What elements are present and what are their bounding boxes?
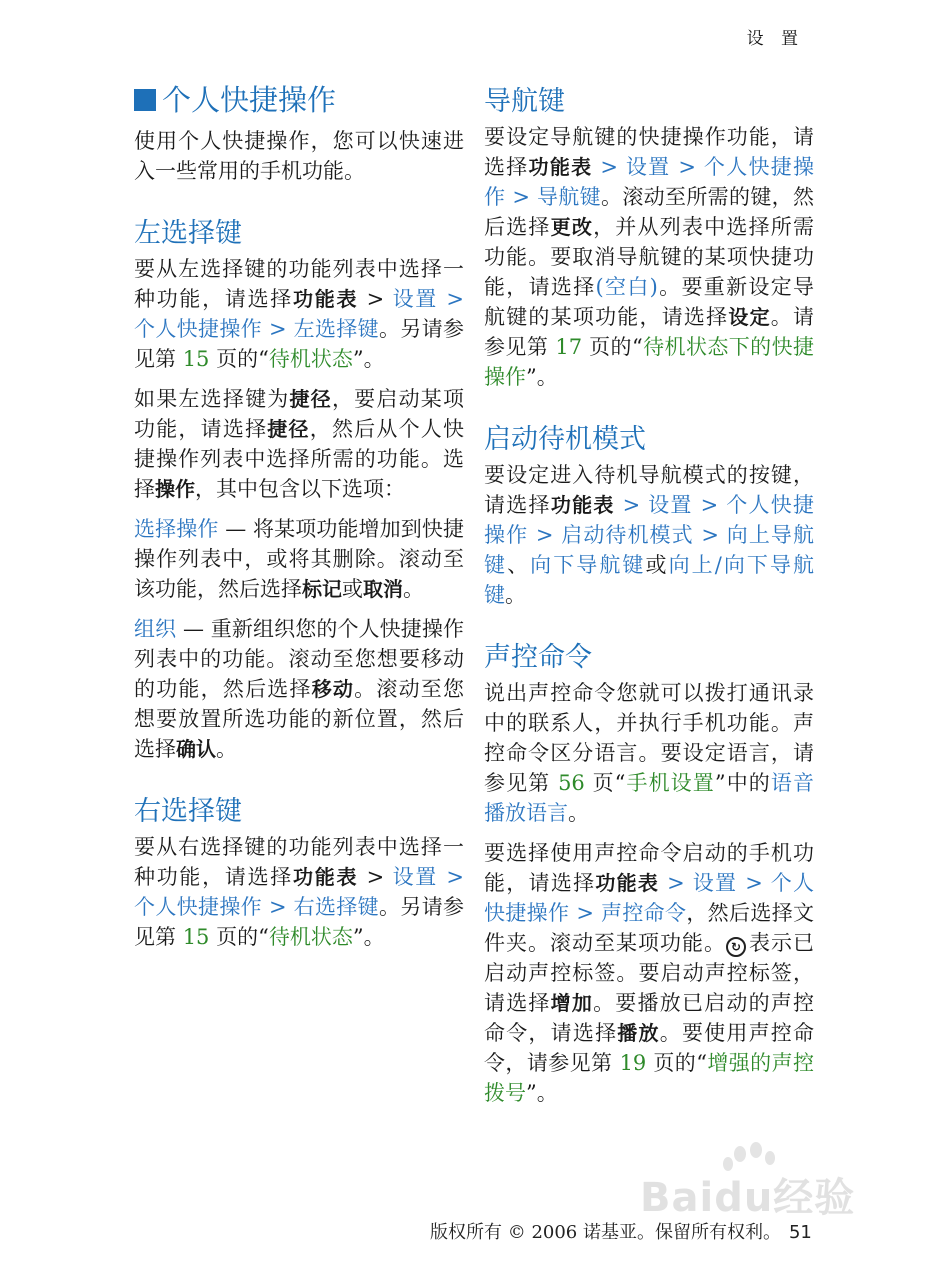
- voice-functions-paragraph: 要选择使用声控命令启动的手机功能，请选择功能表 > 设置 > 个人快捷操作 > 声控命令，然后选择文件夹。滚动至某项功能。 ↻ 表示已启动声控标签。要启动声控标签，请选择增加。要播放已启动的声控命令，请选择播放。要使用声控命令，请参见第 19 页的“增强的声控拨号”。: [484, 841, 815, 1105]
- navigation-key-paragraph: 要设定导航键的快捷操作功能，请选择功能表 > 设置 > 个人快捷操作 > 导航键。滚动至所需的键，然后选择更改，并从列表中选择所需功能。要取消导航键的某项快捷功能，请选择(空白)。要重新设定导航键的某项功能，请选择设定。请参见第 17 页的“待机状态下的快捷操作”。: [484, 125, 815, 389]
- copyright-text: 版权所有 © 2006 诺基亚。保留所有权利。: [430, 1222, 781, 1243]
- page-number: 51: [788, 1222, 812, 1243]
- left-column: [134, 80, 464, 962]
- subsection-title-right-selection-key: 右选择键: [134, 796, 242, 827]
- cross-ref-link[interactable]: 待机状态: [268, 925, 353, 949]
- cross-ref-link[interactable]: 手机设置: [625, 771, 715, 795]
- section-title-personal-shortcuts: [134, 80, 464, 120]
- standby-paragraph: 要设定进入待机导航模式的按键，请选择功能表 > 设置 > 个人快捷操作 > 启动待机模式 > 向上导航键、向下导航键或向上/向下导航键。: [484, 463, 815, 607]
- left-key-paragraph: 要从左选择键的功能列表中选择一种功能，请选择功能表 > 设置 > 个人快捷操作 > 左选择键。另请参见第 15 页的“待机状态”。: [134, 257, 465, 371]
- running-header: 设 置: [746, 29, 804, 49]
- watermark: [640, 1140, 880, 1221]
- shortcut-paragraph: 如果左选择键为捷径，要启动某项功能，请选择捷径，然后从个人快捷操作列表中选择所需的功能。选择操作，其中包含以下选项：: [134, 387, 465, 501]
- option-select-operation: 选择操作 — 将某项功能增加到快捷操作列表中，或将其删除。滚动至该功能，然后选择标记或取消。: [134, 517, 464, 601]
- cross-ref-link[interactable]: 待机状态: [268, 347, 353, 371]
- section-title-text: 个人快捷操作: [162, 83, 337, 117]
- voice-tag-icon: ↻: [726, 937, 746, 957]
- page-footer: [430, 1218, 812, 1244]
- watermark-text: Baidu经验: [640, 1175, 856, 1221]
- intro-paragraph: 使用个人快捷操作，您可以快速进入一些常用的手机功能。: [134, 129, 464, 183]
- right-column: [484, 82, 814, 1118]
- cross-ref-link[interactable]: 增强的声控拨号: [484, 1051, 815, 1105]
- cross-ref-link[interactable]: 待机状态下的快捷操作: [484, 335, 815, 389]
- voice-commands-paragraph: 说出声控命令您就可以拨打通讯录中的联系人，并执行手机功能。声控命令区分语言。要设定语言，请参见第 56 页“手机设置”中的语音播放语言。: [484, 681, 814, 825]
- subsection-title-navigation-key: 导航键: [484, 86, 565, 117]
- subsection-title-voice-commands: 声控命令: [484, 642, 592, 673]
- square-bullet-icon: [134, 89, 156, 111]
- right-key-paragraph: 要从右选择键的功能列表中选择一种功能，请选择功能表 > 设置 > 个人快捷操作 > 右选择键。另请参见第 15 页的“待机状态”。: [134, 835, 465, 949]
- subsection-title-left-selection-key: 左选择键: [134, 218, 242, 249]
- option-organize: 组织 — 重新组织您的个人快捷操作列表中的功能。滚动至您想要移动的功能，然后选择移动。滚动至您想要放置所选功能的新位置，然后选择确认。: [134, 617, 465, 761]
- subsection-title-activate-standby: 启动待机模式: [484, 424, 646, 455]
